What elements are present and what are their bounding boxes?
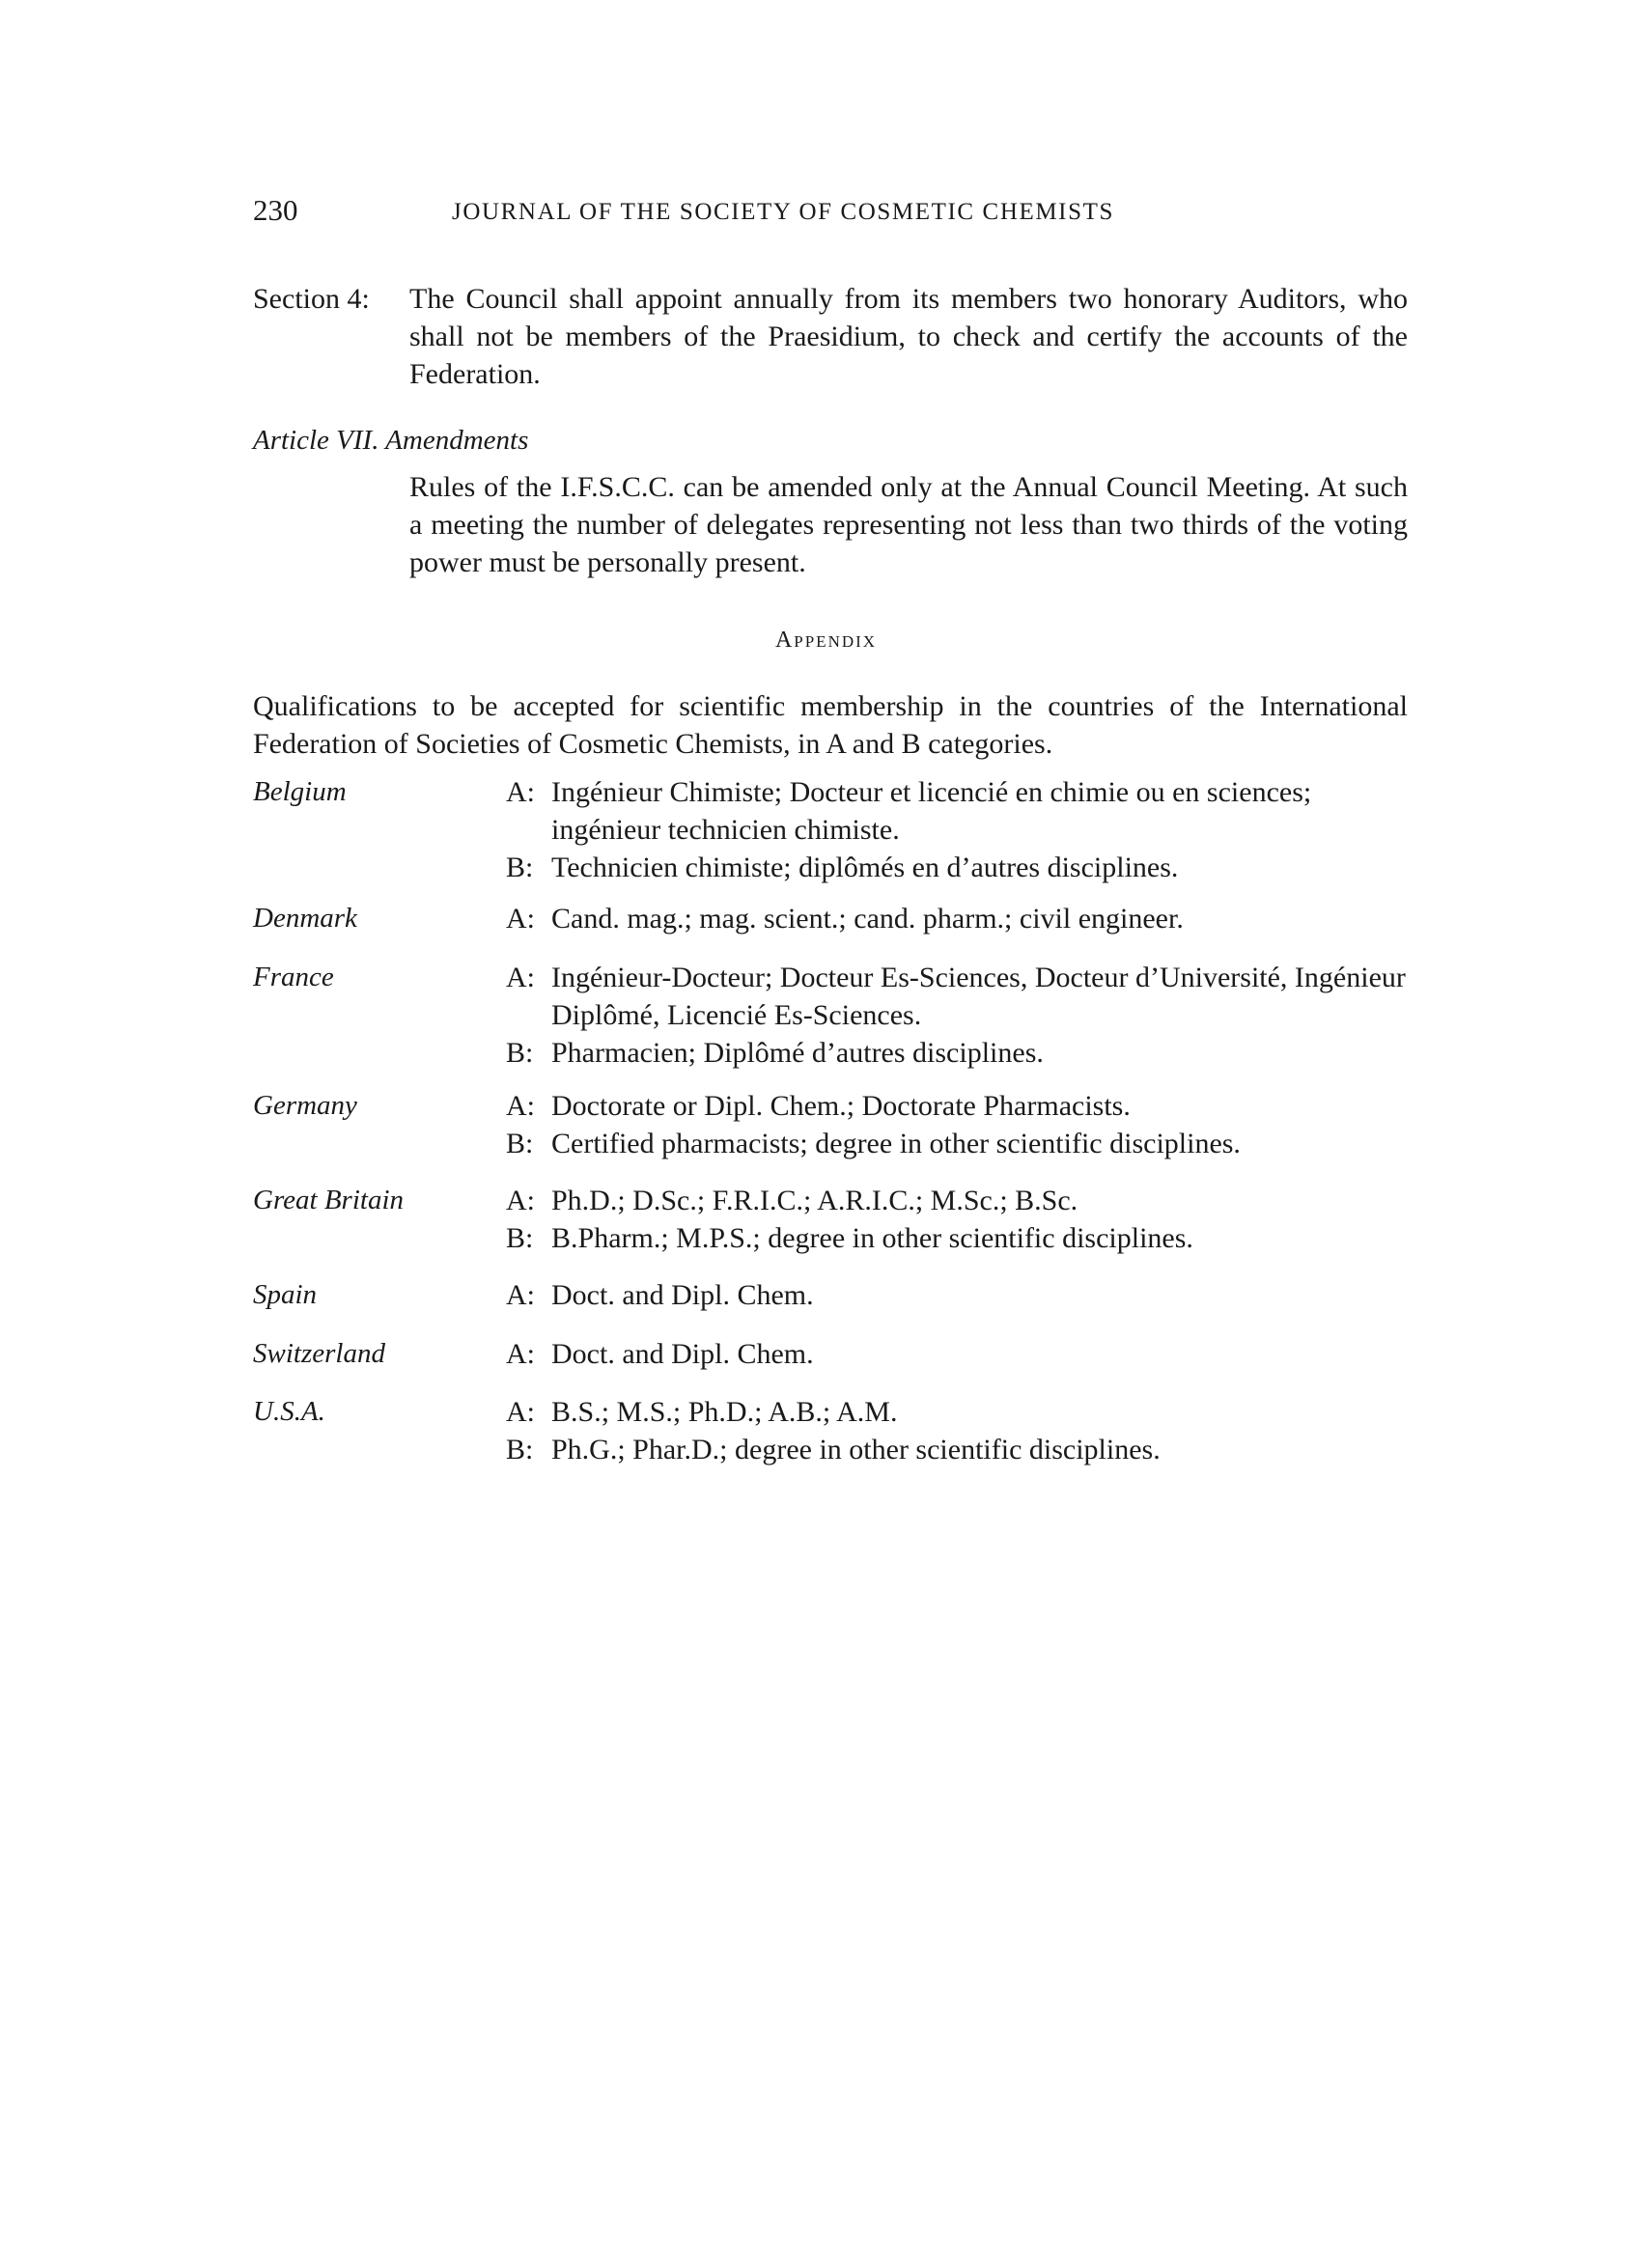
qualification-text: Ph.D.; D.Sc.; F.R.I.C.; A.R.I.C.; M.Sc.; B.Sc. bbox=[551, 1185, 1078, 1216]
article-7-text: Rules of the I.F.S.C.C. can be amended only at the Annual Council Meeting. At such a meeting the number of delegates representing not less than two thirds of the voting power must be personally present. bbox=[409, 471, 1408, 578]
qualification-text: B.Pharm.; M.P.S.; degree in other scientific disciplines. bbox=[551, 1222, 1193, 1254]
country-qualifications bbox=[506, 1335, 1414, 1373]
qualification-text: Cand. mag.; mag. scient.; cand. pharm.; civil engineer. bbox=[551, 903, 1184, 935]
category-label: B: bbox=[506, 1128, 534, 1159]
qualification-item bbox=[506, 1393, 1414, 1431]
qualification-item bbox=[506, 959, 1414, 1034]
country-name: Belgium bbox=[253, 776, 347, 807]
appendix-intro: Qualifications to be accepted for scientific membership in the countries of the International Federation of Societies of Cosmetic Chemists, in A and B categories. bbox=[253, 690, 1408, 760]
qualification-item bbox=[506, 849, 1414, 886]
category-label: A: bbox=[506, 776, 535, 808]
qualification-item bbox=[506, 1034, 1414, 1072]
qualification-text: Pharmacien; Diplômé d’autres disciplines. bbox=[551, 1037, 1044, 1069]
appendix-title: Appendix bbox=[774, 628, 878, 653]
qualification-text: Doct. and Dipl. Chem. bbox=[551, 1279, 814, 1311]
country-name: France bbox=[253, 962, 334, 992]
category-label: B: bbox=[506, 1037, 534, 1069]
page-number: 230 bbox=[253, 193, 298, 227]
country-name: Germany bbox=[253, 1090, 357, 1121]
qualification-item bbox=[506, 900, 1414, 937]
category-label: A: bbox=[506, 1338, 535, 1370]
qualification-text: Doct. and Dipl. Chem. bbox=[551, 1338, 814, 1370]
qualification-text: Doctorate or Dipl. Chem.; Doctorate Pharmacists. bbox=[551, 1090, 1131, 1122]
qualification-text: Technicien chimiste; diplômés en d’autres disciplines. bbox=[551, 851, 1179, 883]
category-label: B: bbox=[506, 1434, 534, 1465]
country-qualifications bbox=[506, 1087, 1414, 1162]
qualification-item bbox=[506, 1335, 1414, 1373]
qualification-text: Ingénieur-Docteur; Docteur Es-Sciences, Docteur d’Université, Ingénieur Diplômé, Licencié Es-Sciences. bbox=[551, 962, 1406, 1031]
qualification-item bbox=[506, 1219, 1414, 1257]
category-label: B: bbox=[506, 1222, 534, 1254]
category-label: A: bbox=[506, 1185, 535, 1216]
section-4-text: The Council shall appoint annually from its members two honorary Auditors, who shall not be members of the Praesidium, to check and certify the accounts of the Federation. bbox=[409, 283, 1408, 390]
country-name: Denmark bbox=[253, 903, 357, 934]
country-name: Switzerland bbox=[253, 1338, 385, 1369]
country-name: Spain bbox=[253, 1279, 318, 1310]
section-4-label: Section 4: bbox=[253, 283, 370, 315]
article-7-heading: Article VII. Amendments bbox=[253, 425, 529, 456]
qualification-text: Ingénieur Chimiste; Docteur et licencié en chimie ou en sciences; ingénieur technicien chimiste. bbox=[551, 776, 1312, 846]
qualification-item bbox=[506, 773, 1414, 849]
country-qualifications bbox=[506, 773, 1414, 886]
country-qualifications bbox=[506, 900, 1414, 937]
qualification-item bbox=[506, 1276, 1414, 1314]
qualification-item bbox=[506, 1087, 1414, 1125]
category-label: A: bbox=[506, 962, 535, 993]
qualification-item bbox=[506, 1431, 1414, 1468]
category-label: A: bbox=[506, 903, 535, 935]
qualification-text: B.S.; M.S.; Ph.D.; A.B.; A.M. bbox=[551, 1396, 898, 1428]
qualification-item bbox=[506, 1182, 1414, 1219]
running-head: JOURNAL OF THE SOCIETY OF COSMETIC CHEMISTS bbox=[452, 199, 1114, 225]
qualification-text: Ph.G.; Phar.D.; degree in other scientific disciplines. bbox=[551, 1434, 1161, 1465]
country-name: U.S.A. bbox=[253, 1396, 325, 1427]
country-qualifications bbox=[506, 1276, 1414, 1314]
category-label: B: bbox=[506, 851, 534, 883]
country-qualifications bbox=[506, 1182, 1414, 1257]
country-name: Great Britain bbox=[253, 1185, 405, 1215]
category-label: A: bbox=[506, 1396, 535, 1428]
qualification-text: Certified pharmacists; degree in other scientific disciplines. bbox=[551, 1128, 1241, 1159]
country-qualifications bbox=[506, 959, 1414, 1072]
qualification-item bbox=[506, 1125, 1414, 1162]
country-qualifications bbox=[506, 1393, 1414, 1468]
category-label: A: bbox=[506, 1090, 535, 1122]
category-label: A: bbox=[506, 1279, 535, 1311]
